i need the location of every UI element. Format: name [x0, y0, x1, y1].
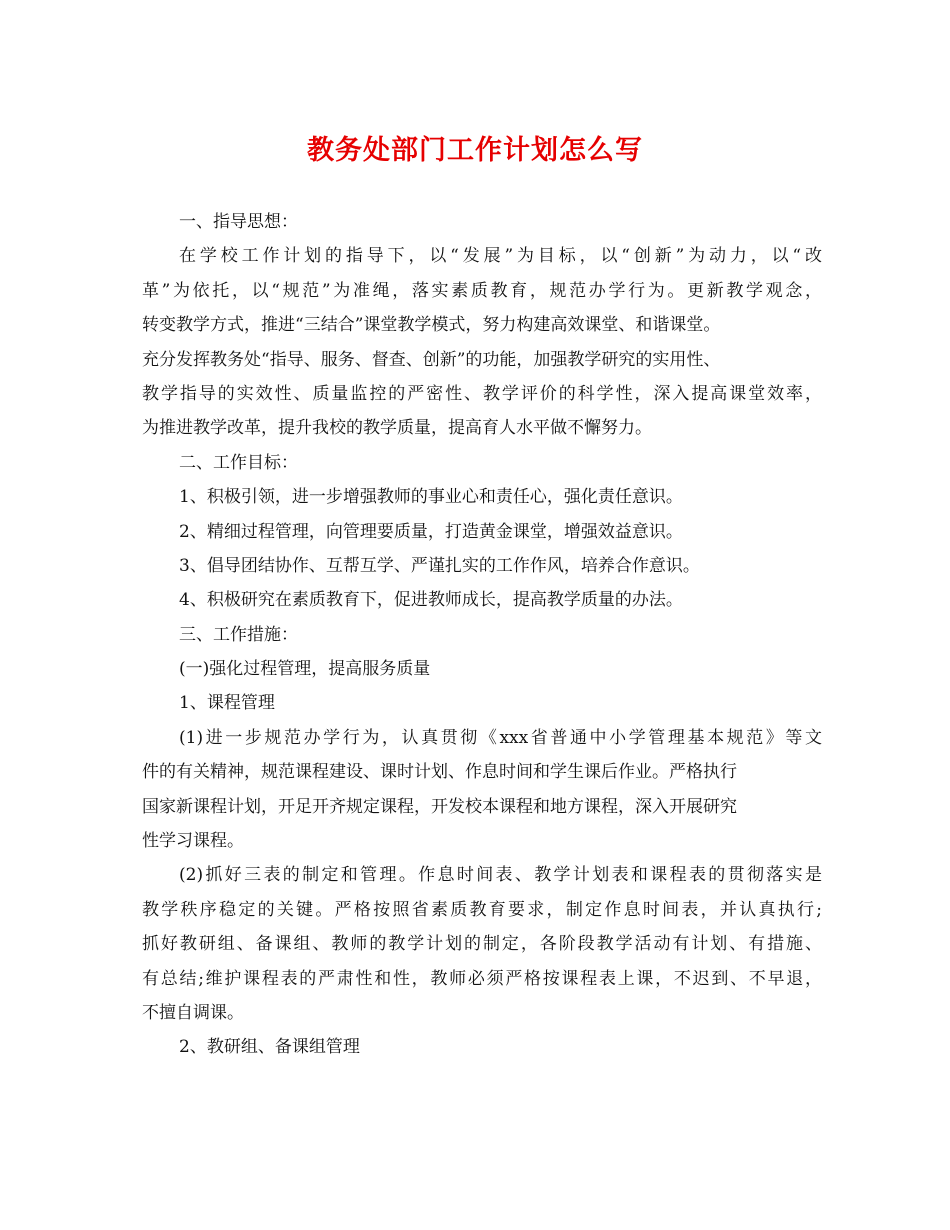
body-line: 在学校工作计划的指导下，以“发展”为目标，以“创新”为动力，以“改: [179, 246, 822, 267]
body-line: 性学习课程。: [142, 831, 244, 852]
body-line: 一、指导思想：: [179, 212, 298, 232]
body-line: (2)抓好三表的制定和管理。作息时间表、教学计划表和课程表的贯彻落实是: [179, 865, 822, 886]
body-line: 件的有关精神，规范课程建设、课时计划、作息时间和学生课后作业。严格执行: [142, 762, 737, 783]
body-line: (1)进一步规范办学行为，认真贯彻《xxx省普通中小学管理基本规范》等文: [179, 727, 822, 748]
document-body: [142, 205, 822, 1065]
body-line: 为推进教学改革，提升我校的教学质量，提高育人水平做不懈努力。: [142, 418, 652, 439]
body-line: 4、积极研究在素质教育下，促进教师成长，提高教学质量的办法。: [179, 590, 683, 611]
body-line: 三、工作措施：: [179, 624, 298, 645]
body-line: 3、倡导团结协作、互帮互学、严谨扎实的工作作风，培养合作意识。: [179, 555, 700, 576]
body-line: 教学秩序稳定的关键。严格按照省素质教育要求，制定作息时间表，并认真执行;: [142, 899, 822, 920]
body-line: 教学指导的实效性、质量监控的严密性、教学评价的科学性，深入提高课堂效率，: [142, 383, 822, 404]
body-line: 1、课程管理: [179, 693, 275, 714]
body-line: 革”为依托，以“规范”为准绳，落实素质教育，规范办学行为。更新教学观念，: [142, 280, 822, 301]
body-line: 2、精细过程管理，向管理要质量，打造黄金课堂，增强效益意识。: [179, 521, 683, 542]
body-line: 二、工作目标：: [179, 452, 298, 473]
body-line: 不擅自调课。: [142, 1002, 244, 1023]
body-line: (一)强化过程管理，提高服务质量: [179, 659, 431, 680]
body-line: 充分发挥教务处“指导、服务、督查、创新”的功能，加强教学研究的实用性、: [142, 349, 721, 370]
body-line: 有总结;维护课程表的严肃性和性，教师必须严格按课程表上课，不迟到、不早退，: [142, 968, 822, 989]
body-line: 2、教研组、备课组管理: [179, 1037, 360, 1058]
body-line: 抓好教研组、备课组、教师的教学计划的制定，各阶段教学活动有计划、有措施、: [142, 934, 822, 955]
body-line: 转变教学方式，推进“三结合”课堂教学模式，努力构建高效课堂、和谐课堂。: [142, 315, 721, 336]
page-title: 教务处部门工作计划怎么写: [307, 135, 643, 166]
body-line: 1、积极引领，进一步增强教师的事业心和责任心，强化责任意识。: [179, 487, 683, 508]
body-line: 国家新课程计划，开足开齐规定课程，开发校本课程和地方课程，深入开展研究: [142, 796, 737, 817]
